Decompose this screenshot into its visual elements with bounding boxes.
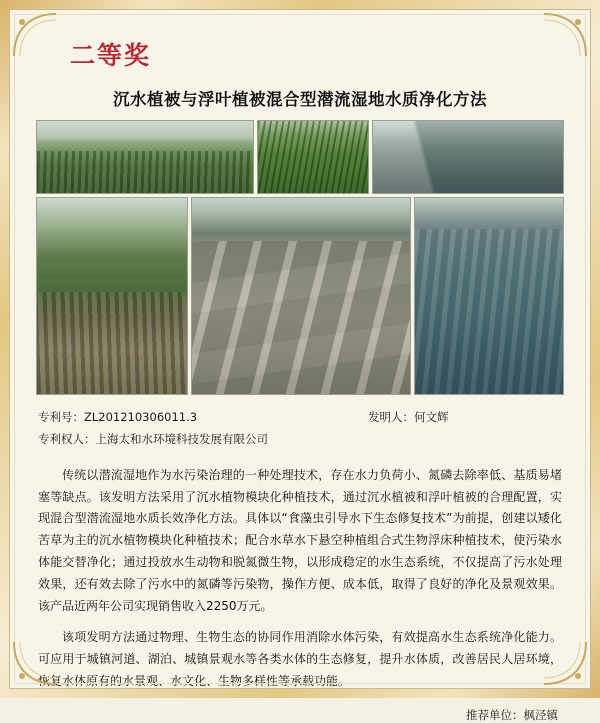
- patent-holder: [38, 429, 268, 451]
- photo-collage: [36, 120, 564, 395]
- patent-holder-label: 专利权人：: [38, 431, 96, 446]
- photo-row-bottom: [36, 197, 564, 395]
- patent-number-value: ZL201210306011.3: [84, 410, 198, 424]
- photo-wetland-cells-overview: [191, 197, 411, 395]
- inventor-value: 何文辉: [414, 410, 449, 424]
- paragraph-application: 该项发明方法通过物理、生物生态的协同作用消除水体污染，有效提高水生态系统净化能力。可应用于城镇河道、湖泊、城镇景观水等各类水体的生态修复，提升水体质，改善居民人居环境，恢复水体原有的水景观、水文化、生物多样性等承载功能。: [38, 630, 562, 689]
- photo-construction-site: [36, 197, 188, 395]
- page-title: 沉水植被与浮叶植被混合型潜流湿地水质净化方法: [113, 90, 487, 109]
- photo-concrete-channel: [372, 120, 564, 194]
- recommender-value: 枫泾镇: [523, 707, 558, 722]
- photo-aquatic-vegetation: [257, 120, 369, 194]
- patent-number-row: [38, 407, 562, 429]
- recommender-label: 推荐单位：: [466, 707, 524, 722]
- corner-ornament-icon: [12, 12, 58, 58]
- photo-wetland-planting-beds: [36, 120, 254, 194]
- inventor-label: 发明人：: [368, 410, 414, 424]
- patent-holder-row: [38, 429, 562, 451]
- inventor: [368, 407, 562, 429]
- patent-holder-value: 上海太和水环境科技发展有限公司: [95, 431, 268, 446]
- recommender: [36, 707, 558, 723]
- page-content: [9, 9, 591, 722]
- award-label: 二等奖: [70, 41, 152, 70]
- patent-number-label: 专利号：: [38, 410, 84, 424]
- patent-number: [38, 407, 368, 429]
- patent-meta: [38, 407, 562, 451]
- photo-water-channel: [414, 197, 564, 395]
- paragraph-background: 传统以潜流湿地作为水污染治理的一种处理技术，存在水力负荷小、氮磷去除率低、基质易堵塞等缺点。该发明方法采用了沉水植物模块化种植技术，通过沉水植被和浮叶植被的合理配置，实现混合型潜流湿地水质长效净化方法。具体以“食藻虫引导水下生态修复技术”为前提，创建以矮化苦草为主的沉水植物模块化种植技术；配合水草水下悬空种植组合式生物浮床种植技术，使污染水体能交替净化；通过投放水生动物和脱氮微生物，以形成稳定的水生态系统，不仅提高了污水处理效果，还有效去除了污水中的氮磷等污染物，操作方便、成本低，取得了良好的净化及景观效果。该产品近两年公司实现销售收入2250万元。: [38, 467, 562, 613]
- description-body: [38, 465, 562, 693]
- photo-row-top: [36, 120, 564, 194]
